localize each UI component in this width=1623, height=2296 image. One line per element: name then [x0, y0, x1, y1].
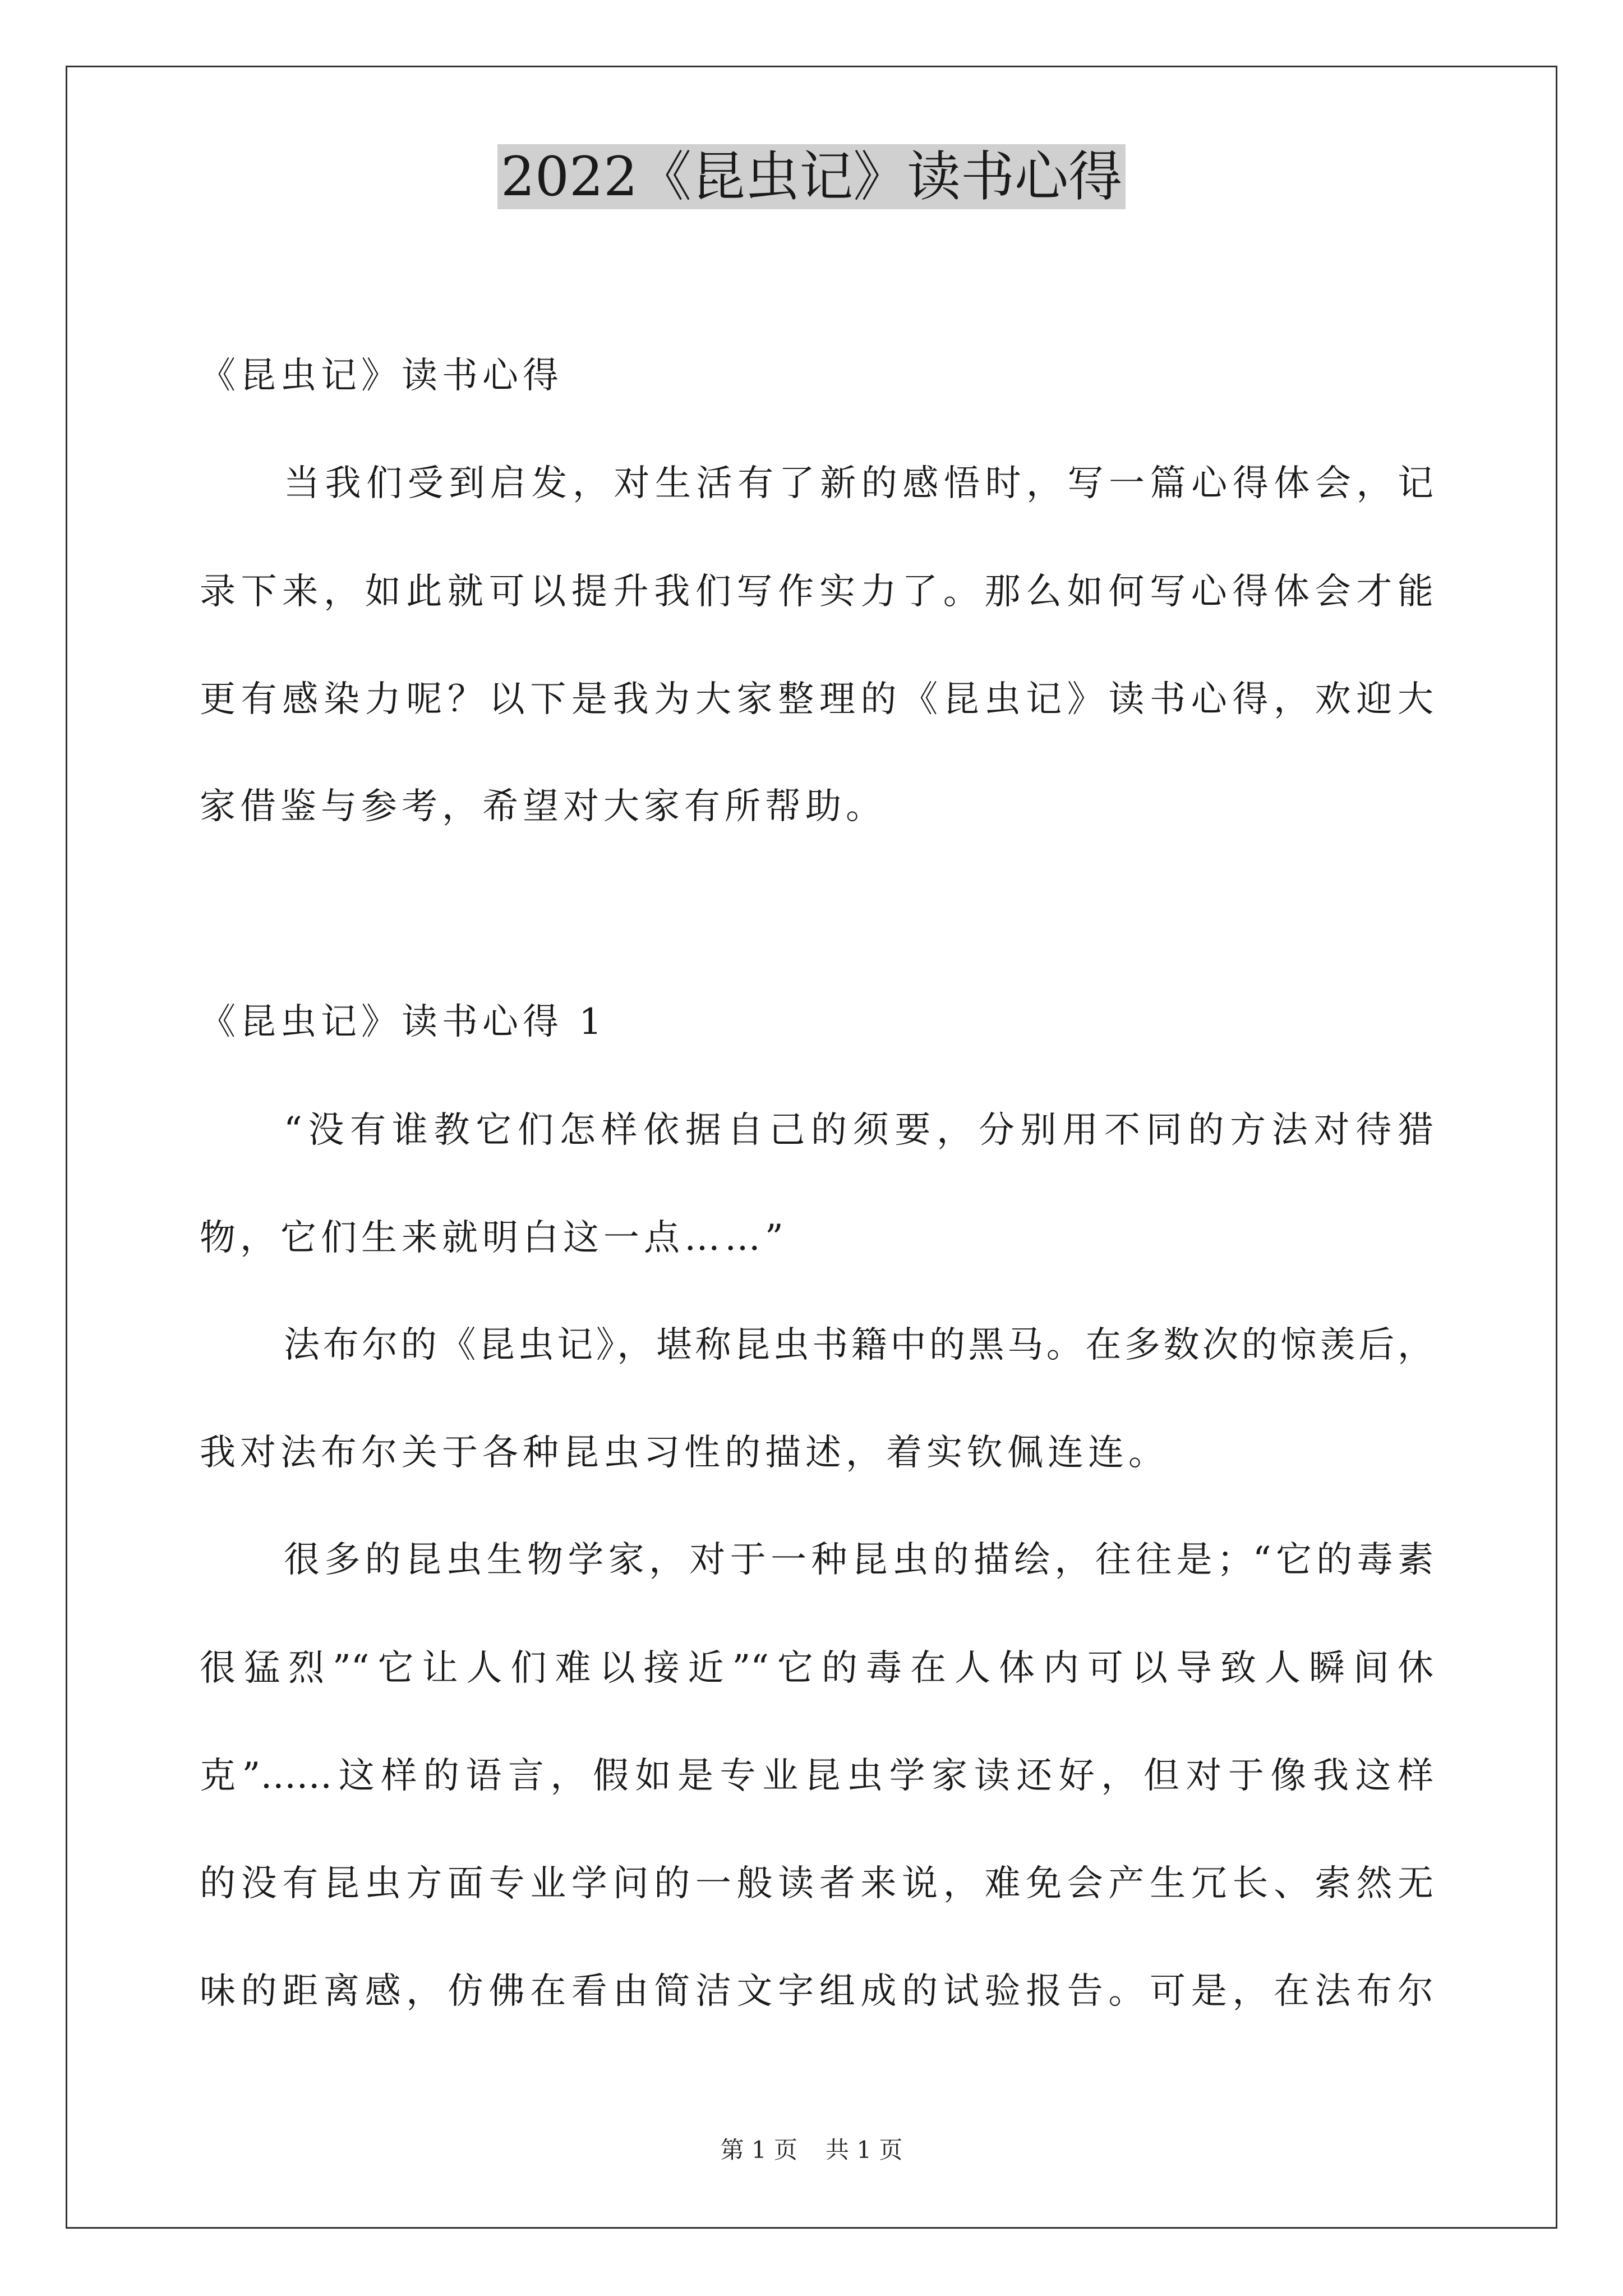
body-line: 很多的昆虫生物学家，对于一种昆虫的描绘，往往是；“它的毒素 [284, 1539, 1433, 1581]
section-heading: 《昆虫记》读书心得 1 [200, 1001, 607, 1043]
document-title-text: 2022《昆虫记》读书心得 [497, 144, 1126, 209]
body-line: 法布尔的《昆虫记》，堪称昆虫书籍中的黑马。在多数次的惊羡后， [284, 1324, 1433, 1366]
body-line: 我对法布尔关于各种昆虫习性的描述，着实钦佩连连。 [200, 1432, 1169, 1474]
document-title [0, 140, 1623, 213]
subtitle-line: 《昆虫记》读书心得 [200, 355, 563, 397]
page-footer [0, 2134, 1623, 2166]
body-line: 的没有昆虫方面专业学问的一般读者来说，难免会产生冗长、索然无 [200, 1863, 1433, 1904]
body-line: 家借鉴与参考，希望对大家有所帮助。 [200, 786, 886, 827]
body-line: 味的距离感，仿佛在看由简洁文字组成的试验报告。可是，在法布尔 [200, 1971, 1433, 2012]
body-line: 更有感染力呢？以下是我为大家整理的《昆虫记》读书心得，欢迎大 [200, 679, 1433, 720]
page-number: 第 1 页 [720, 2136, 797, 2164]
body-line: “没有谁教它们怎样依据自己的须要，分别用不同的方法对待猎 [284, 1110, 1433, 1151]
body-line: 物，它们生来就明白这一点……” [200, 1217, 788, 1259]
body-line: 录下来，如此就可以提升我们写作实力了。那么如何写心得体会才能 [200, 571, 1433, 613]
page-total: 共 1 页 [826, 2136, 903, 2164]
body-line: 当我们受到启发，对生活有了新的感悟时，写一篇心得体会，记 [284, 463, 1433, 504]
body-line: 克”……这样的语言，假如是专业昆虫学家读还好，但对于像我这样 [200, 1755, 1433, 1797]
body-line: 很猛烈”“它让人们难以接近”“它的毒在人体内可以导致人瞬间休 [200, 1648, 1433, 1689]
